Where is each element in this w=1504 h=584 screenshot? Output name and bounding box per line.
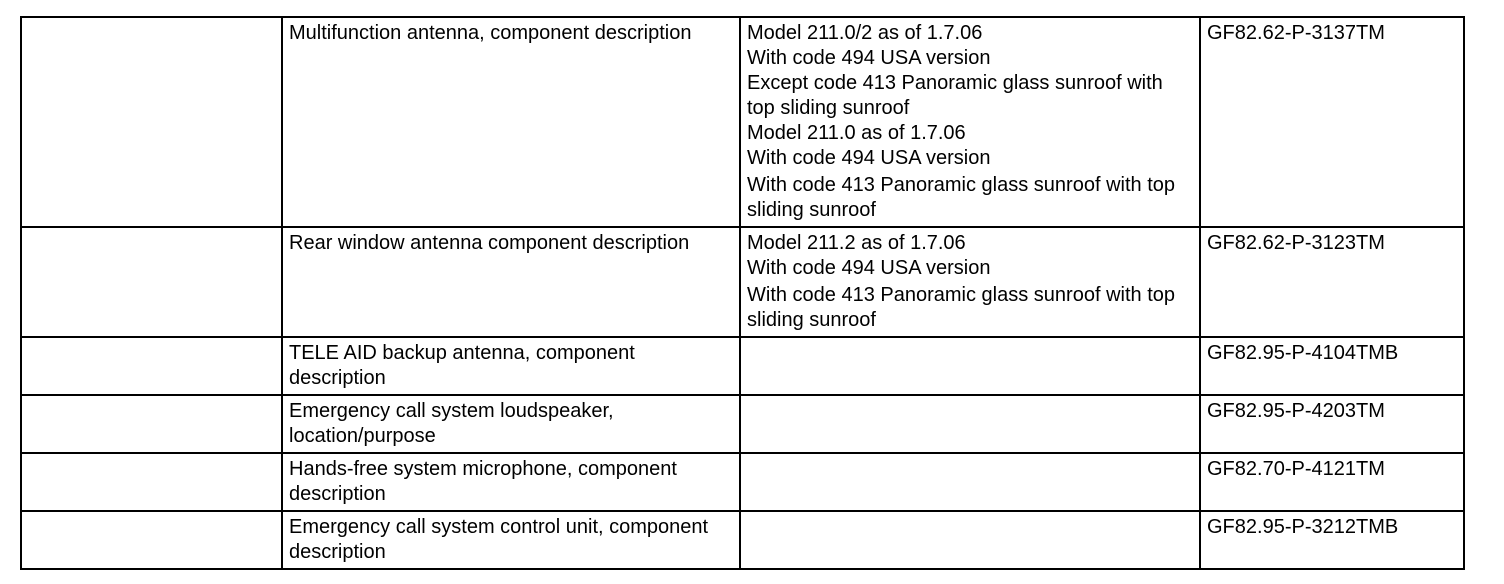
table-cell-conditions [740,337,1200,395]
description-text: Emergency call system control unit, component description [289,516,709,563]
document-table [20,16,1465,570]
description-text: Multifunction antenna, component description [289,22,692,44]
table-cell-blank [21,227,282,337]
table-row [21,227,1464,337]
table-cell-description [282,453,740,511]
reference-code: GF82.62-P-3137TM [1207,22,1385,44]
reference-code: GF82.70-P-4121TM [1207,458,1385,480]
table-cell-conditions [740,395,1200,453]
condition-line: Except code 413 Panoramic glass sunroof with top sliding sunroof [747,72,1163,119]
table-cell-description [282,227,740,337]
table-row [21,395,1464,453]
table-row [21,17,1464,227]
condition-line: With code 494 USA version [747,47,991,69]
table-cell-description [282,337,740,395]
table-cell-blank [21,453,282,511]
description-text: Hands-free system microphone, component description [289,458,677,505]
table-row [21,337,1464,395]
table-cell-reference [1200,17,1464,227]
table-cell-description [282,17,740,227]
description-text: Rear window antenna component description [289,232,690,254]
reference-code: GF82.95-P-3212TMB [1207,516,1399,538]
table-cell-blank [21,395,282,453]
table-cell-reference [1200,395,1464,453]
table-cell-blank [21,17,282,227]
condition-line: With code 413 Panoramic glass sunroof with top sliding sunroof [747,284,1175,331]
reference-code: GF82.95-P-4104TMB [1207,342,1399,364]
reference-code: GF82.95-P-4203TM [1207,400,1385,422]
table-cell-description [282,395,740,453]
table-cell-conditions [740,453,1200,511]
condition-line: Model 211.0 as of 1.7.06 [747,122,966,144]
table-cell-conditions [740,227,1200,337]
condition-line: Model 211.2 as of 1.7.06 [747,232,966,254]
description-text: TELE AID backup antenna, component description [289,342,635,389]
table-cell-blank [21,511,282,569]
table-cell-reference [1200,227,1464,337]
table-cell-blank [21,337,282,395]
table-cell-reference [1200,511,1464,569]
condition-line: With code 494 USA version [747,147,991,169]
condition-line: With code 494 USA version [747,257,991,279]
table-cell-conditions [740,17,1200,227]
table-cell-conditions [740,511,1200,569]
table-row [21,511,1464,569]
table-cell-description [282,511,740,569]
description-text: Emergency call system loudspeaker, location/purpose [289,400,614,447]
condition-line: With code 413 Panoramic glass sunroof with top sliding sunroof [747,174,1175,221]
table-cell-reference [1200,453,1464,511]
reference-code: GF82.62-P-3123TM [1207,232,1385,254]
table-row [21,453,1464,511]
condition-line: Model 211.0/2 as of 1.7.06 [747,22,983,44]
table-cell-reference [1200,337,1464,395]
